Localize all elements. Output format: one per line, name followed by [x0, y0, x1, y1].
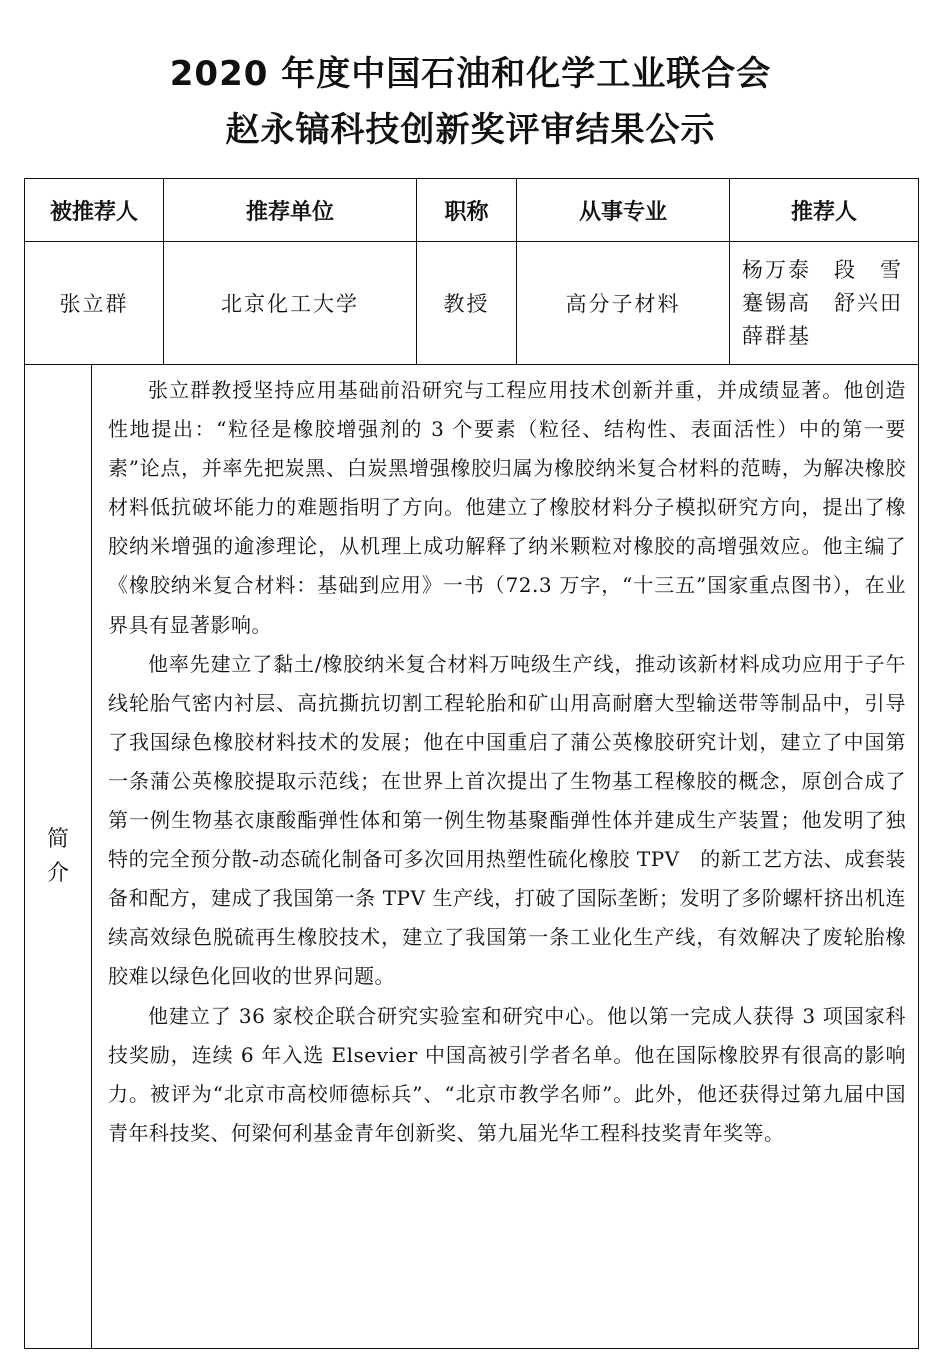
intro-paragraph: 张立群教授坚持应用基础前沿研究与工程应用技术创新并重，并成绩显著。他创造性地提出：“粒径是橡胶增强剂的 3 个要素（粒径、结构性、表面活性）中的第一要素”论点，并率先把炭黑、白炭黑增强橡胶归属为橡胶纳米复合材料的范畴，为解决橡胶材料低抗破坏能力的难题指明了方向。他建立了橡胶材料分子模拟研究方向，提出了橡胶纳米增强的逾渗理论，从机理上成功解释了纳米颗粒对橡胶的高增强效应。他主编了《橡胶纳米复合材料：基础到应用》一书（72.3 万字，“十三五”国家重点图书），在业界具有显著影响。 [108, 378, 907, 637]
cell-major: 高分子材料 [517, 242, 730, 365]
header-unit: 推荐单位 [164, 179, 417, 242]
intro-label-char: 介 [46, 860, 69, 886]
page-title-line2: 赵永镐科技创新奖评审结果公示 [225, 110, 716, 150]
intro-paragraph: 他建立了 36 家校企联合研究实验室和研究中心。他以第一完成人获得 3 项国家科技奖励，连续 6 年入选 Elsevier 中国高被引学者名单。他在国际橡胶界有很高的影响力。被评为“北京市高校师德标兵”、“北京市教学名师”。此外，他还获得过第九届中国青年科技奖、何梁何利基金青年创新奖、第九届光华工程科技奖青年奖等。 [108, 1003, 907, 1145]
header-nominee: 被推荐人 [25, 179, 164, 242]
header-title: 职称 [417, 179, 517, 242]
cell-title: 教授 [417, 242, 517, 365]
table-header-row [25, 179, 919, 242]
recommender-line: 蹇锡高 舒兴田 [742, 290, 904, 315]
recommender-line: 杨万泰 段 雪 [742, 257, 904, 282]
intro-row [25, 365, 919, 1349]
result-table [24, 178, 919, 1349]
intro-label [25, 365, 92, 1349]
page-title-line1: 2020 年度中国石油和化学工业联合会 [169, 54, 772, 94]
cell-nominee: 张立群 [25, 242, 164, 365]
header-major: 从事专业 [517, 179, 730, 242]
cell-recommenders [730, 242, 919, 365]
recommender-line: 薛群基 [742, 323, 812, 348]
table-row [25, 242, 919, 365]
intro-paragraph: 他率先建立了黏土/橡胶纳米复合材料万吨级生产线，推动该新材料成功应用于子午线轮胎气密内衬层、高抗撕抗切割工程轮胎和矿山用高耐磨大型输送带等制品中，引导了我国绿色橡胶材料技术的发展；他在中国重启了蒲公英橡胶研究计划，建立了中国第一条蒲公英橡胶提取示范线；在世界上首次提出了生物基工程橡胶的概念，原创合成了第一例生物基衣康酸酯弹性体和第一例生物基聚酯弹性体并建成生产装置；他发明了独特的完全预分散-动态硫化制备可多次回用热塑性硫化橡胶 TPV 的新工艺方法、成套装备和配方，建成了我国第一条 TPV 生产线，打破了国际垄断；发明了多阶螺杆挤出机连续高效绿色脱硫再生橡胶技术，建立了我国第一条工业化生产线，有效解决了废轮胎橡胶难以绿色化回收的世界问题。 [108, 651, 907, 989]
intro-label-char: 简 [46, 826, 69, 852]
cell-unit: 北京化工大学 [164, 242, 417, 365]
header-recommenders: 推荐人 [730, 179, 919, 242]
intro-text [92, 365, 919, 1349]
